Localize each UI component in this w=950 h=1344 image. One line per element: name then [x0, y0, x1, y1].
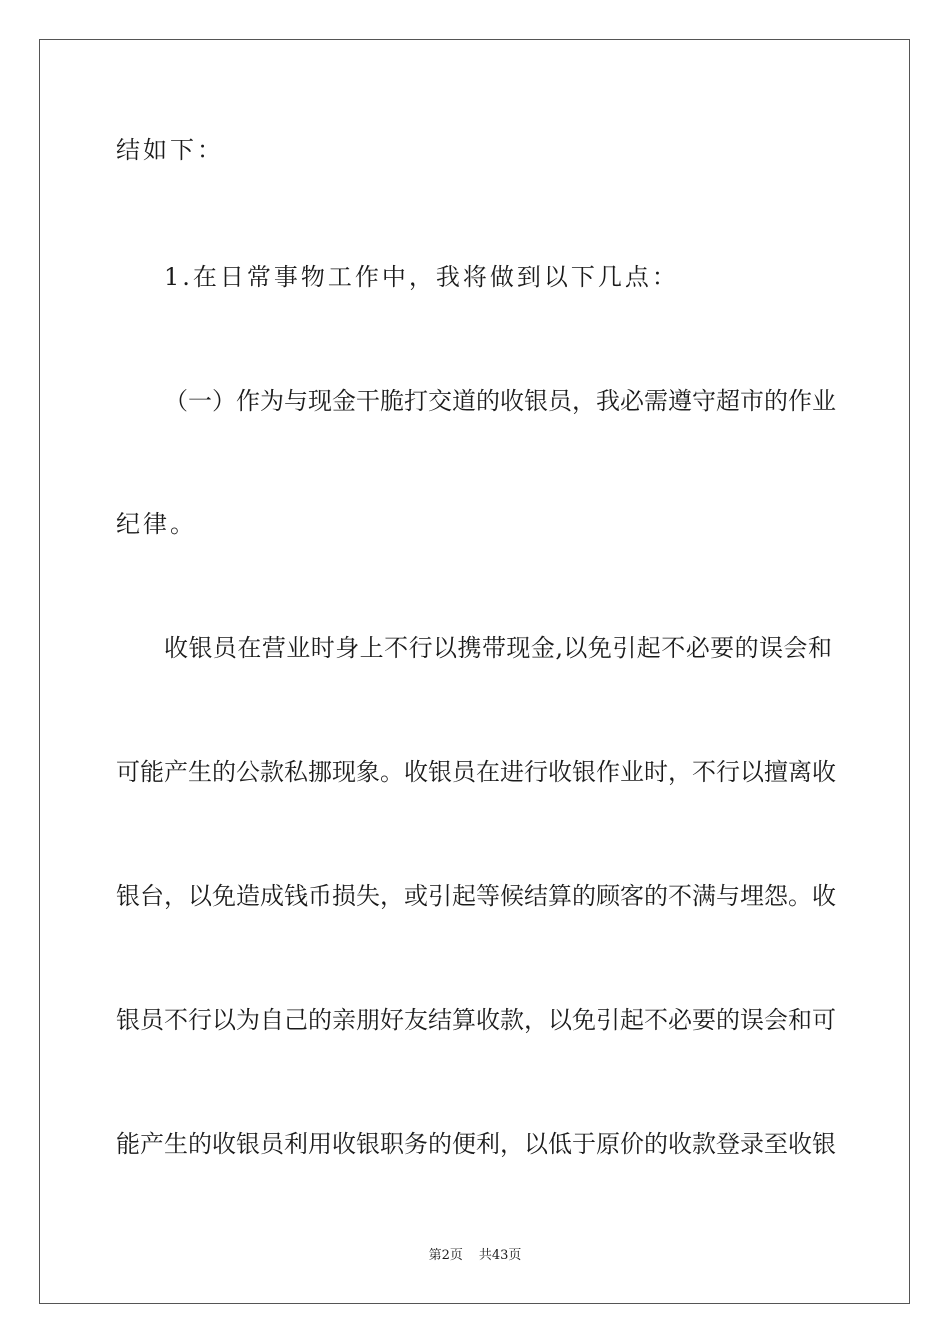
page-total: 共43页: [478, 1248, 522, 1263]
page-footer: [0, 1247, 950, 1265]
text-line-7: 银台，以免造成钱币损失，或引起等候结算的顾客的不满与埋怨。收: [116, 882, 836, 910]
page-number: 第2页: [428, 1248, 463, 1263]
text-line-6: 可能产生的公款私挪现象。收银员在进行收银作业时，不行以擅离收: [116, 758, 836, 786]
page-border: [39, 39, 910, 1304]
text-line-3: （一）作为与现金干脆打交道的收银员，我必需遵守超市的作业: [164, 387, 836, 415]
text-line-2: 1.在日常事物工作中，我将做到以下几点：: [164, 263, 679, 291]
text-line-4: 纪律。: [116, 510, 197, 538]
text-line-1: 结如下：: [116, 136, 224, 164]
text-line-8: 银员不行以为自己的亲朋好友结算收款，以免引起不必要的误会和可: [116, 1006, 836, 1034]
text-line-9: 能产生的收银员利用收银职务的便利，以低于原价的收款登录至收银: [116, 1130, 836, 1158]
text-line-5: 收银员在营业时身上不行以携带现金,以免引起不必要的误会和: [164, 634, 832, 662]
